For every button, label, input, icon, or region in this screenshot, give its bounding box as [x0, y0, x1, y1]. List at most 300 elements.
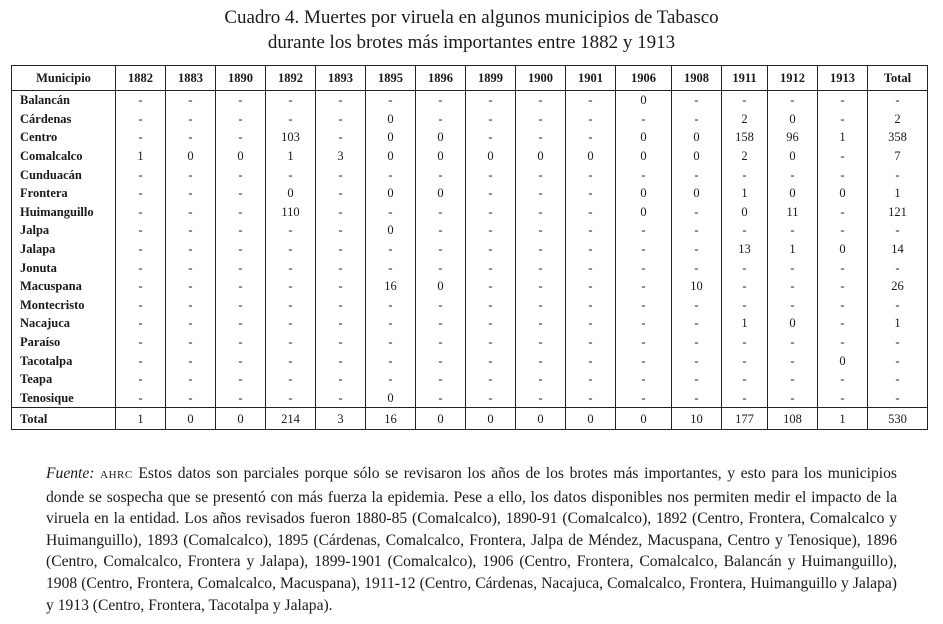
deaths-cell: -: [216, 165, 266, 184]
deaths-cell: -: [818, 370, 868, 389]
deaths-cell: 0: [216, 147, 266, 166]
deaths-cell: 0: [416, 184, 466, 203]
municipio-name-cell: Teapa: [20, 372, 53, 387]
deaths-cell: 1: [722, 184, 768, 203]
deaths-cell: -: [868, 221, 928, 240]
deaths-cell: -: [416, 240, 466, 259]
column-header-1913: 1913: [818, 66, 868, 91]
deaths-cell: -: [366, 370, 416, 389]
deaths-cell: 0: [768, 110, 818, 129]
municipio-name-cell: Montecristo: [20, 297, 85, 312]
smallpox-deaths-table: [11, 65, 928, 430]
deaths-cell: -: [416, 389, 466, 408]
deaths-cell: -: [566, 240, 616, 259]
deaths-cell: -: [672, 351, 722, 370]
deaths-cell: -: [672, 221, 722, 240]
deaths-cell: -: [516, 314, 566, 333]
deaths-cell: -: [266, 221, 316, 240]
deaths-cell: -: [768, 165, 818, 184]
deaths-cell: -: [316, 91, 366, 110]
deaths-cell: -: [466, 314, 516, 333]
deaths-cell: -: [768, 333, 818, 352]
deaths-cell: -: [116, 184, 166, 203]
municipio-name-cell: Comalcalco: [20, 149, 83, 164]
deaths-cell: -: [818, 314, 868, 333]
deaths-cell: -: [818, 203, 868, 222]
municipio-name-cell: Paraíso: [20, 335, 61, 350]
deaths-cell: 0: [616, 91, 672, 110]
deaths-cell: -: [416, 370, 466, 389]
deaths-cell: -: [466, 351, 516, 370]
deaths-cell: 0: [818, 351, 868, 370]
deaths-cell: 1: [868, 184, 928, 203]
deaths-cell: -: [516, 333, 566, 352]
deaths-cell: -: [266, 351, 316, 370]
deaths-cell: 0: [616, 184, 672, 203]
deaths-cell: -: [616, 314, 672, 333]
deaths-cell: 7: [868, 147, 928, 166]
column-header-1906: 1906: [616, 66, 672, 91]
deaths-cell: -: [316, 203, 366, 222]
deaths-cell: 0: [366, 389, 416, 408]
deaths-cell: -: [672, 370, 722, 389]
deaths-cell: -: [566, 389, 616, 408]
deaths-cell: 0: [616, 128, 672, 147]
column-header-1900: 1900: [516, 66, 566, 91]
municipio-name-cell: Frontera: [20, 186, 68, 201]
municipio-name-cell: Jalapa: [20, 242, 56, 257]
deaths-cell: -: [416, 314, 466, 333]
deaths-cell: 0: [366, 110, 416, 129]
deaths-cell: -: [616, 333, 672, 352]
deaths-cell: 0: [416, 147, 466, 166]
deaths-cell: -: [768, 389, 818, 408]
deaths-cell: -: [722, 370, 768, 389]
source-note-text: Estos datos son parciales porque sólo se revisaron los años de los brotes más importantes, y esto para los municipios donde se sospecha que se presentó con más fuerza la epidemia. Pese a ello, los datos disponibles nos permiten medir el impacto de la viruela en la entidad. Los años revisados fueron 1880-85 (Comalcalco), 1890-91 (Comalcalco), 1892 (Centro, Frontera, Comalcalco y Huimanguillo), 1893 (Comalcalco), 1895 (Cárdenas, Comalcalco, Frontera, Jalpa de Méndez, Macuspana, Centro y Tenosique), 1896 (Centro, Comalcalco, Frontera y Jalapa), 1899-1901 (Comalcalco), 1906 (Centro, Frontera, Comalcalco, Balancán y Huimanguillo), 1908 (Centro, Frontera, Comalcalco, Macuspana), 1911-12 (Centro, Cárdenas, Nacajuca, Comalcalco, Frontera, Huimanguillo y Jalapa) y 1913 (Centro, Frontera, Tacotalpa y Jalapa).: [46, 465, 898, 614]
deaths-cell: 0: [366, 128, 416, 147]
deaths-cell: 13: [722, 240, 768, 259]
deaths-cell: -: [366, 165, 416, 184]
deaths-cell: 0: [466, 147, 516, 166]
deaths-cell: 1: [722, 314, 768, 333]
deaths-cell: -: [466, 296, 516, 315]
deaths-cell: 0: [768, 184, 818, 203]
deaths-cell: -: [216, 314, 266, 333]
deaths-cell: -: [466, 240, 516, 259]
deaths-cell: -: [616, 389, 672, 408]
deaths-cell: 0: [672, 147, 722, 166]
table-row: [12, 184, 928, 203]
deaths-cell: 0: [818, 184, 868, 203]
table-row: [12, 296, 928, 315]
source-label: Fuente: [46, 465, 90, 482]
deaths-cell: -: [616, 258, 672, 277]
table-row: [12, 128, 928, 147]
deaths-cell: -: [566, 221, 616, 240]
deaths-cell: -: [672, 240, 722, 259]
deaths-cell: -: [466, 203, 516, 222]
deaths-cell: 96: [768, 128, 818, 147]
deaths-cell: -: [868, 165, 928, 184]
deaths-cell: -: [672, 389, 722, 408]
deaths-cell: -: [616, 165, 672, 184]
deaths-cell: 0: [216, 408, 266, 430]
deaths-cell: -: [366, 314, 416, 333]
deaths-cell: -: [316, 333, 366, 352]
deaths-cell: 3: [316, 147, 366, 166]
deaths-cell: -: [818, 147, 868, 166]
deaths-cell: 1: [818, 408, 868, 430]
deaths-cell: -: [566, 351, 616, 370]
deaths-cell: -: [116, 296, 166, 315]
deaths-cell: -: [722, 91, 768, 110]
deaths-cell: -: [316, 370, 366, 389]
deaths-cell: -: [516, 165, 566, 184]
deaths-cell: -: [566, 203, 616, 222]
deaths-cell: -: [566, 370, 616, 389]
deaths-cell: 26: [868, 277, 928, 296]
column-header-municipio: Municipio: [12, 66, 116, 91]
municipio-name-cell: Total: [12, 408, 116, 430]
deaths-cell: -: [516, 128, 566, 147]
deaths-cell: -: [466, 128, 516, 147]
deaths-cell: -: [566, 333, 616, 352]
municipio-name-cell: Jonuta: [20, 260, 57, 275]
table-row: [12, 258, 928, 277]
deaths-cell: 10: [672, 408, 722, 430]
deaths-cell: 103: [266, 128, 316, 147]
deaths-cell: -: [768, 370, 818, 389]
deaths-cell: -: [266, 333, 316, 352]
deaths-cell: -: [116, 110, 166, 129]
deaths-cell: -: [722, 277, 768, 296]
deaths-cell: -: [818, 333, 868, 352]
deaths-cell: -: [466, 333, 516, 352]
deaths-cell: -: [818, 277, 868, 296]
municipio-name-cell: Cárdenas: [20, 111, 72, 126]
deaths-cell: 3: [316, 408, 366, 430]
deaths-cell: -: [516, 91, 566, 110]
deaths-cell: -: [516, 240, 566, 259]
deaths-cell: -: [116, 128, 166, 147]
table-row: [12, 370, 928, 389]
column-header-1890: 1890: [216, 66, 266, 91]
deaths-cell: -: [316, 165, 366, 184]
deaths-cell: -: [316, 221, 366, 240]
deaths-cell: -: [516, 110, 566, 129]
deaths-cell: -: [166, 258, 216, 277]
deaths-cell: -: [316, 240, 366, 259]
deaths-cell: -: [416, 333, 466, 352]
deaths-cell: -: [166, 351, 216, 370]
table-row: [12, 91, 928, 110]
deaths-cell: -: [516, 389, 566, 408]
deaths-cell: -: [166, 203, 216, 222]
table-row: [12, 221, 928, 240]
deaths-cell: -: [316, 110, 366, 129]
deaths-cell: 0: [166, 408, 216, 430]
deaths-cell: -: [316, 277, 366, 296]
deaths-cell: -: [216, 370, 266, 389]
deaths-cell: -: [366, 91, 416, 110]
column-header-1899: 1899: [466, 66, 516, 91]
deaths-cell: 0: [366, 184, 416, 203]
deaths-cell: -: [672, 91, 722, 110]
deaths-cell: -: [166, 128, 216, 147]
deaths-cell: -: [466, 389, 516, 408]
deaths-cell: 0: [672, 184, 722, 203]
table-row: [12, 333, 928, 352]
table-row: [12, 389, 928, 408]
deaths-cell: 0: [416, 408, 466, 430]
table-row: [12, 147, 928, 166]
deaths-cell: -: [266, 165, 316, 184]
deaths-cell: -: [216, 333, 266, 352]
deaths-cell: -: [722, 221, 768, 240]
deaths-cell: 0: [266, 184, 316, 203]
deaths-cell: -: [166, 314, 216, 333]
deaths-cell: -: [672, 333, 722, 352]
deaths-cell: -: [818, 296, 868, 315]
deaths-cell: 11: [768, 203, 818, 222]
deaths-cell: -: [266, 314, 316, 333]
deaths-cell: -: [366, 351, 416, 370]
table-caption: [0, 5, 943, 55]
deaths-cell: -: [116, 314, 166, 333]
deaths-cell: -: [166, 91, 216, 110]
deaths-cell: -: [116, 91, 166, 110]
deaths-cell: -: [166, 165, 216, 184]
deaths-cell: -: [722, 258, 768, 277]
deaths-cell: -: [266, 110, 316, 129]
deaths-cell: -: [818, 165, 868, 184]
deaths-cell: -: [768, 277, 818, 296]
deaths-cell: 0: [616, 147, 672, 166]
deaths-cell: 0: [466, 408, 516, 430]
deaths-cell: -: [566, 128, 616, 147]
deaths-cell: 0: [516, 147, 566, 166]
deaths-cell: -: [416, 221, 466, 240]
column-header-1882: 1882: [116, 66, 166, 91]
table-header-row: [12, 66, 928, 91]
deaths-cell: 108: [768, 408, 818, 430]
column-header-1883: 1883: [166, 66, 216, 91]
municipio-name-cell: Tenosique: [20, 390, 74, 405]
deaths-cell: -: [616, 277, 672, 296]
deaths-cell: -: [416, 110, 466, 129]
table-row: [12, 240, 928, 259]
deaths-cell: -: [216, 351, 266, 370]
deaths-cell: 0: [416, 128, 466, 147]
deaths-cell: -: [166, 370, 216, 389]
municipio-name-cell: Nacajuca: [20, 316, 70, 331]
deaths-cell: 158: [722, 128, 768, 147]
deaths-cell: 0: [166, 147, 216, 166]
deaths-cell: -: [416, 91, 466, 110]
deaths-cell: 1: [868, 314, 928, 333]
deaths-cell: -: [216, 184, 266, 203]
deaths-cell: -: [616, 240, 672, 259]
deaths-cell: -: [116, 258, 166, 277]
deaths-cell: -: [672, 110, 722, 129]
deaths-cell: -: [116, 370, 166, 389]
deaths-cell: 16: [366, 408, 416, 430]
deaths-cell: -: [266, 370, 316, 389]
deaths-cell: -: [166, 240, 216, 259]
deaths-cell: -: [516, 258, 566, 277]
deaths-cell: 14: [868, 240, 928, 259]
municipio-name-cell: Centro: [20, 130, 58, 145]
deaths-cell: 0: [416, 277, 466, 296]
deaths-cell: -: [166, 277, 216, 296]
deaths-cell: -: [616, 110, 672, 129]
deaths-cell: -: [672, 165, 722, 184]
deaths-cell: -: [316, 258, 366, 277]
deaths-cell: -: [466, 165, 516, 184]
deaths-cell: -: [672, 296, 722, 315]
deaths-cell: -: [516, 277, 566, 296]
deaths-cell: -: [266, 277, 316, 296]
deaths-cell: -: [566, 165, 616, 184]
deaths-cell: -: [216, 128, 266, 147]
municipio-name-cell: Huimanguillo: [20, 204, 94, 219]
deaths-cell: -: [818, 258, 868, 277]
table-row: [12, 277, 928, 296]
deaths-cell: -: [116, 351, 166, 370]
deaths-cell: 110: [266, 203, 316, 222]
deaths-cell: 1: [116, 408, 166, 430]
deaths-cell: -: [516, 296, 566, 315]
table-row: [12, 351, 928, 370]
deaths-cell: -: [722, 165, 768, 184]
deaths-cell: -: [616, 351, 672, 370]
deaths-cell: 358: [868, 128, 928, 147]
municipio-name-cell: Tacotalpa: [20, 353, 73, 368]
column-header-1896: 1896: [416, 66, 466, 91]
deaths-cell: -: [818, 91, 868, 110]
deaths-cell: -: [466, 277, 516, 296]
deaths-cell: -: [566, 314, 616, 333]
deaths-cell: -: [316, 389, 366, 408]
deaths-cell: 0: [768, 147, 818, 166]
deaths-cell: -: [818, 110, 868, 129]
column-header-1892: 1892: [266, 66, 316, 91]
deaths-cell: -: [266, 91, 316, 110]
deaths-cell: 2: [722, 147, 768, 166]
deaths-cell: -: [166, 221, 216, 240]
deaths-cell: -: [868, 91, 928, 110]
caption-line-2: durante los brotes más importantes entre 1882 y 1913: [267, 32, 676, 53]
column-header-1895: 1895: [366, 66, 416, 91]
municipio-name-cell: Macuspana: [20, 279, 82, 294]
deaths-cell: -: [366, 296, 416, 315]
table-body: [12, 91, 928, 430]
deaths-cell: -: [116, 240, 166, 259]
deaths-cell: 1: [266, 147, 316, 166]
deaths-cell: -: [768, 91, 818, 110]
deaths-cell: -: [566, 110, 616, 129]
deaths-cell: -: [722, 296, 768, 315]
deaths-cell: -: [316, 351, 366, 370]
deaths-cell: -: [466, 370, 516, 389]
deaths-cell: -: [316, 184, 366, 203]
deaths-cell: -: [216, 221, 266, 240]
deaths-cell: -: [768, 296, 818, 315]
deaths-cell: -: [266, 258, 316, 277]
deaths-cell: -: [868, 333, 928, 352]
column-header-1893: 1893: [316, 66, 366, 91]
deaths-cell: -: [166, 389, 216, 408]
deaths-cell: -: [466, 91, 516, 110]
deaths-cell: -: [516, 221, 566, 240]
deaths-cell: -: [216, 203, 266, 222]
deaths-cell: -: [516, 351, 566, 370]
deaths-cell: 0: [672, 128, 722, 147]
deaths-cell: -: [466, 110, 516, 129]
deaths-cell: 0: [616, 408, 672, 430]
deaths-cell: 0: [722, 203, 768, 222]
deaths-cell: -: [416, 203, 466, 222]
deaths-cell: 214: [266, 408, 316, 430]
deaths-cell: -: [672, 258, 722, 277]
deaths-cell: -: [416, 258, 466, 277]
deaths-cell: -: [166, 296, 216, 315]
deaths-cell: -: [868, 370, 928, 389]
source-note: Fuente: AHRC Estos datos son parciales porque sólo se revisaron los años de los brotes más importantes, y esto para los municipios donde se sospecha que se presentó con más fuerza la epidemia. Pese a ello, los datos disponibles nos permiten medir el impacto de la viruela en la entidad. Los años revisados fueron 1880-85 (Comalcalco), 1890-91 (Comalcalco), 1892 (Centro, Frontera, Comalcalco y Huimanguillo), 1893 (Comalcalco), 1895 (Cárdenas, Comalcalco, Frontera, Jalpa de Méndez, Macuspana, Centro y Tenosique), 1896 (Centro, Comalcalco, Frontera y Jalapa), 1899-1901 (Comalcalco), 1906 (Centro, Frontera, Comalcalco, Balancán y Huimanguillo), 1908 (Centro, Frontera, Comalcalco, Macuspana), 1911-12 (Centro, Cárdenas, Nacajuca, Comalcalco, Frontera, Huimanguillo y Jalapa) y 1913 (Centro, Frontera, Tacotalpa y Jalapa).: [46, 465, 898, 614]
deaths-cell: -: [818, 389, 868, 408]
deaths-cell: -: [316, 296, 366, 315]
deaths-cell: -: [216, 240, 266, 259]
deaths-cell: -: [768, 221, 818, 240]
deaths-cell: -: [672, 314, 722, 333]
deaths-cell: -: [566, 184, 616, 203]
deaths-cell: -: [216, 91, 266, 110]
deaths-cell: -: [216, 389, 266, 408]
deaths-cell: -: [722, 389, 768, 408]
deaths-cell: -: [116, 389, 166, 408]
deaths-cell: -: [266, 389, 316, 408]
deaths-cell: 121: [868, 203, 928, 222]
deaths-cell: -: [616, 370, 672, 389]
deaths-cell: -: [116, 221, 166, 240]
municipio-name-cell: Cunduacán: [20, 167, 82, 182]
deaths-cell: -: [116, 333, 166, 352]
deaths-cell: -: [366, 333, 416, 352]
deaths-cell: 0: [366, 147, 416, 166]
deaths-cell: -: [466, 221, 516, 240]
deaths-cell: -: [116, 203, 166, 222]
column-header-1911: 1911: [722, 66, 768, 91]
column-header-1908: 1908: [672, 66, 722, 91]
caption-line-1: Cuadro 4. Muertes por viruela en algunos municipios de Tabasco: [224, 7, 719, 28]
deaths-cell: -: [516, 203, 566, 222]
deaths-cell: -: [116, 165, 166, 184]
deaths-cell: 10: [672, 277, 722, 296]
deaths-cell: -: [116, 277, 166, 296]
deaths-cell: -: [166, 184, 216, 203]
deaths-cell: -: [516, 184, 566, 203]
deaths-cell: 1: [768, 240, 818, 259]
deaths-cell: -: [722, 333, 768, 352]
table-row: [12, 165, 928, 184]
deaths-cell: -: [566, 91, 616, 110]
deaths-cell: 0: [566, 147, 616, 166]
deaths-cell: -: [216, 277, 266, 296]
deaths-cell: -: [216, 296, 266, 315]
deaths-cell: -: [216, 110, 266, 129]
deaths-cell: -: [416, 165, 466, 184]
table-total-row: [12, 408, 928, 430]
